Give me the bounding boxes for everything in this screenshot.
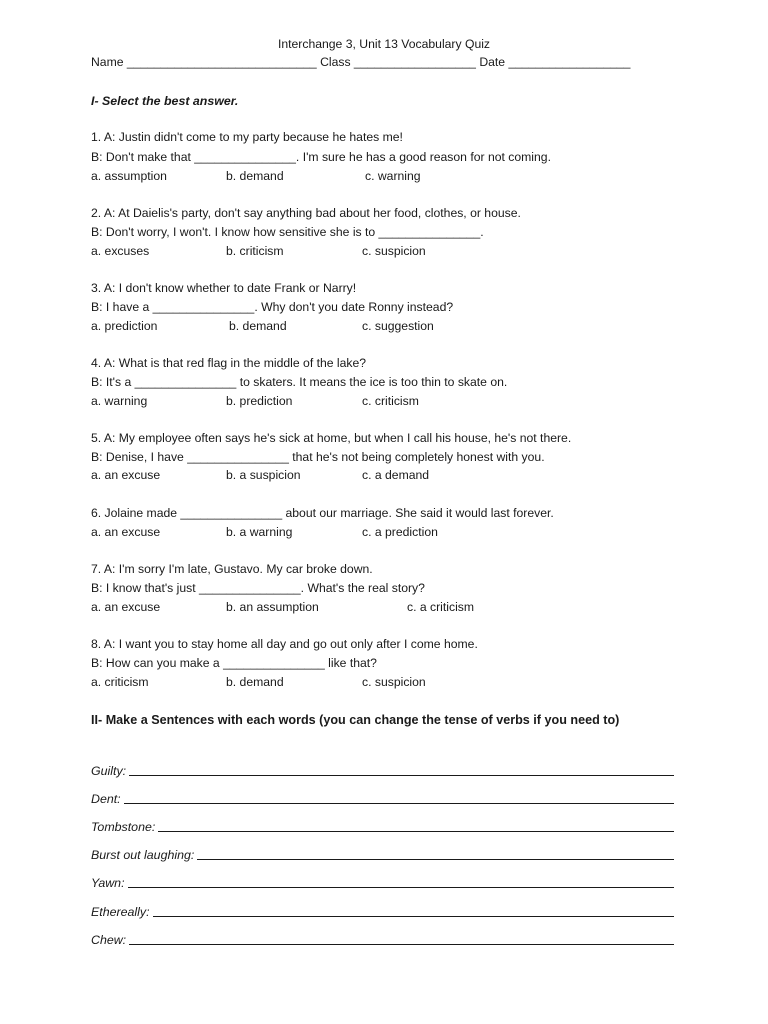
sentence-row-burst-out-laughing[interactable]: [91, 846, 674, 862]
question-8-line-2: B: How can you make a _______________ like that?: [91, 656, 377, 670]
question-2-option-c: c. suspicion: [362, 244, 426, 258]
section2-heading: II- Make a Sentences with each words (you can change the tense of verbs if you need to): [91, 713, 620, 727]
question-4-option-a: a. warning: [91, 394, 148, 408]
question-6-line-1: 6. Jolaine made _______________ about our marriage. She said it would last forever.: [91, 506, 554, 520]
word-label: Burst out laughing:: [91, 848, 195, 862]
question-8-line-1: 8. A: I want you to stay home all day and go out only after I come home.: [91, 637, 478, 651]
question-8-option-b: b. demand: [226, 675, 284, 689]
question-1-option-c: c. warning: [365, 169, 421, 183]
question-1-option-a: a. assumption: [91, 169, 167, 183]
question-5-line-1: 5. A: My employee often says he's sick at home, but when I call his house, he's not there.: [91, 431, 572, 445]
question-6-option-b: b. a warning: [226, 525, 293, 539]
section1-heading: I- Select the best answer.: [91, 94, 239, 108]
question-6-option-a: a. an excuse: [91, 525, 161, 539]
sentence-row-chew[interactable]: [91, 931, 674, 947]
question-8-option-c: c. suspicion: [362, 675, 426, 689]
question-3-line-1: 3. A: I don't know whether to date Frank or Narry!: [91, 281, 357, 295]
question-4-line-2: B: It's a _______________ to skaters. It means the ice is too thin to skate on.: [91, 375, 508, 389]
question-6-option-c: c. a prediction: [362, 525, 438, 539]
question-2-option-a: a. excuses: [91, 244, 150, 258]
answer-line[interactable]: [129, 775, 674, 776]
question-3-option-c: c. suggestion: [362, 319, 434, 333]
question-7-line-2: B: I know that's just _______________. What's the real story?: [91, 581, 425, 595]
sentence-row-ethereally[interactable]: [91, 903, 674, 919]
question-3-line-2: B: I have a _______________. Why don't you date Ronny instead?: [91, 300, 454, 314]
question-5-option-a: a. an excuse: [91, 468, 161, 482]
question-7-line-1: 7. A: I'm sorry I'm late, Gustavo. My car broke down.: [91, 562, 373, 576]
answer-line[interactable]: [197, 859, 674, 860]
answer-line[interactable]: [153, 916, 674, 917]
question-4-line-1: 4. A: What is that red flag in the middle of the lake?: [91, 356, 367, 370]
question-8-option-a: a. criticism: [91, 675, 149, 689]
word-label: Tombstone:: [91, 820, 156, 834]
question-2-line-2: B: Don't worry, I won't. I know how sensitive she is to _______________.: [91, 225, 484, 239]
quiz-title: Interchange 3, Unit 13 Vocabulary Quiz: [277, 37, 491, 51]
question-3-option-a: a. prediction: [91, 319, 158, 333]
sentence-row-dent[interactable]: [91, 790, 674, 806]
sentence-row-yawn[interactable]: [91, 874, 674, 890]
question-7-option-c: c. a criticism: [407, 600, 475, 614]
question-2-option-b: b. criticism: [226, 244, 284, 258]
question-1-option-b: b. demand: [226, 169, 284, 183]
sentence-row-guilty[interactable]: [91, 762, 674, 778]
question-2-line-1: 2. A: At Daielis's party, don't say anything bad about her food, clothes, or house.: [91, 206, 521, 220]
word-label: Ethereally:: [91, 905, 150, 919]
question-3-option-b: b. demand: [229, 319, 287, 333]
answer-line[interactable]: [158, 831, 674, 832]
question-5-option-c: c. a demand: [362, 468, 430, 482]
word-label: Yawn:: [91, 876, 125, 890]
question-5-option-b: b. a suspicion: [226, 468, 301, 482]
answer-line[interactable]: [124, 803, 674, 804]
answer-line[interactable]: [129, 944, 674, 945]
question-7-option-a: a. an excuse: [91, 600, 161, 614]
question-1-line-1: 1. A: Justin didn't come to my party because he hates me!: [91, 130, 403, 144]
question-1-line-2: B: Don't make that _______________. I'm sure he has a good reason for not coming.: [91, 150, 551, 164]
sentence-row-tombstone[interactable]: [91, 818, 674, 834]
answer-line[interactable]: [128, 887, 674, 888]
student-info-line: Name ____________________________ Class __________________ Date __________________: [91, 55, 631, 69]
word-label: Chew:: [91, 933, 127, 947]
question-4-option-c: c. criticism: [362, 394, 419, 408]
question-5-line-2: B: Denise, I have _______________ that he's not being completely honest with you.: [91, 450, 545, 464]
question-7-option-b: b. an assumption: [226, 600, 319, 614]
word-label: Dent:: [91, 792, 121, 806]
question-4-option-b: b. prediction: [226, 394, 293, 408]
word-label: Guilty:: [91, 764, 127, 778]
